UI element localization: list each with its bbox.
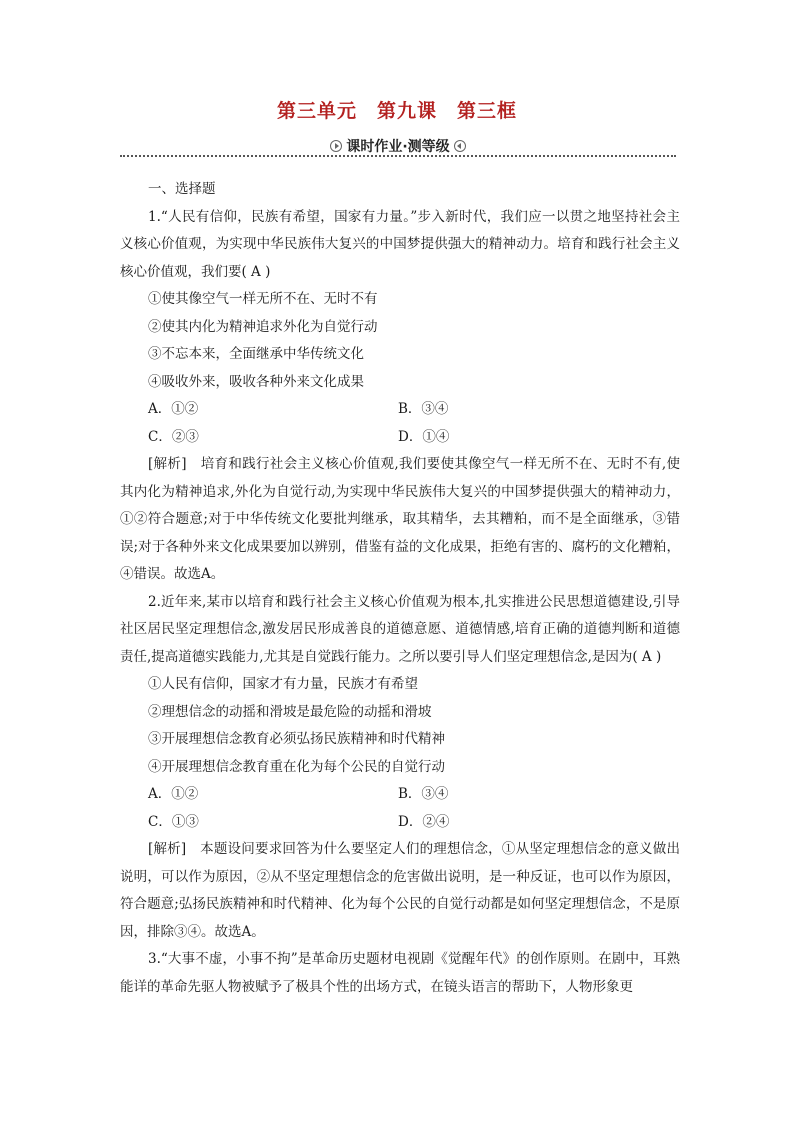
q2-analysis-text: 本题设问要求回答为什么要坚定人们的理想信念，①从坚定理想信念的意义做出说明，可以作为原因，②从不坚定理想信念的危害做出说明，是一种反证，也可以作为原因，符合题意;弘扬民族精神和时代精神、化为每个公民的自觉行动都是如何坚定理想信念，不是原因，排除③④。故选A。 <box>120 841 680 940</box>
subtitle-bar <box>120 136 676 156</box>
arrow-left-icon <box>454 140 466 152</box>
q2-option-2: ②理想信念的动摇和滑坡是最危险的动摇和滑坡 <box>148 703 432 720</box>
q2-option-3: ③开展理想信念教育必须弘扬民族精神和时代精神 <box>148 731 445 747</box>
page-title: 第三单元 第九课 第三框 <box>276 100 517 122</box>
q2-stem: 2.近年来,某市以培育和践行社会主义核心价值观为根本,扎实推进公民思想道德建设,引导社区居民坚定理想信念,激发居民形成善良的道德意愿、道德情感,培育正确的道德判断和道德责任,提高道德实践能力,尤其是自觉践行能力。之所以要引导人们坚定理想信念,是因为( A ) <box>120 593 680 665</box>
q1-option-4: ④吸收外来，吸收各种外来文化成果 <box>148 373 364 390</box>
arrow-right-icon <box>330 140 342 152</box>
q1-choices-row-2 <box>120 424 680 452</box>
q2-choice-c: C．①③ <box>148 813 199 830</box>
q2-choice-a: A．①② <box>148 786 199 802</box>
q2-analysis-tag: [解析] <box>148 841 187 857</box>
q1-analysis-text: 培育和践行社会主义核心价值观,我们要使其像空气一样无所不在、无时不有,使其内化为精神追求,外化为自觉行动,为实现中华民族伟大复兴的中国梦提供强大的精神动力，①②符合题意;对于中华传统文化要批判继承，取其精华，去其糟粕，而不是全面继承，③错误;对于各种外来文化成果要加以辨别，借鉴有益的文化成果，拒绝有害的、腐朽的文化糟粕，④错误。故选A。 <box>120 456 680 582</box>
q2-option-4: ④开展理想信念教育重在化为每个公民的自觉行动 <box>148 758 445 775</box>
q2-choices-row-1 <box>120 781 680 809</box>
q1-analysis-tag: [解析] <box>148 456 187 472</box>
q1-choice-b: B．③④ <box>398 401 449 417</box>
q1-option-1: ①使其像空气一样无所不在、无时不有 <box>148 291 378 307</box>
document-body <box>120 176 680 1001</box>
q3-stem: 3.“大事不虚，小事不拘”是革命历史题材电视剧《觉醒年代》的创作原则。在剧中，耳熟能详的革命先驱人物被赋予了极具个性的出场方式，在镜头语言的帮助下，人物形象更 <box>120 951 680 995</box>
subtitle-text: 课时作业·测等级 <box>346 139 450 155</box>
q1-option-3: ③不忘本来，全面继承中华传统文化 <box>148 346 364 362</box>
q1-stem: 1.“人民有信仰，民族有希望，国家有力量。”步入新时代，我们应一以贯之地坚持社会主义核心价值观，为实现中华民族伟大复兴的中国梦提供强大的精神动力。培育和践行社会主义核心价值观，我们要( A ) <box>120 208 680 280</box>
q1-choices-row-1 <box>120 396 680 424</box>
q1-analysis <box>120 451 680 589</box>
q2-analysis <box>120 836 680 946</box>
q2-choices-row-2 <box>120 809 680 837</box>
q1-option-2: ②使其内化为精神追求外化为自觉行动 <box>148 318 378 335</box>
q2-choice-b: B．③④ <box>398 786 449 802</box>
section-heading: 一、选择题 <box>148 181 216 197</box>
q1-choice-c: C．②③ <box>148 428 199 445</box>
q1-choice-a: A．①② <box>148 401 199 417</box>
subtitle-label-wrap <box>120 136 676 156</box>
q2-choice-d: D．②④ <box>398 813 450 830</box>
q2-option-1: ①人民有信仰，国家才有力量，民族才有希望 <box>148 676 418 692</box>
subtitle-inner <box>320 139 475 155</box>
q1-choice-d: D．①④ <box>398 428 450 445</box>
